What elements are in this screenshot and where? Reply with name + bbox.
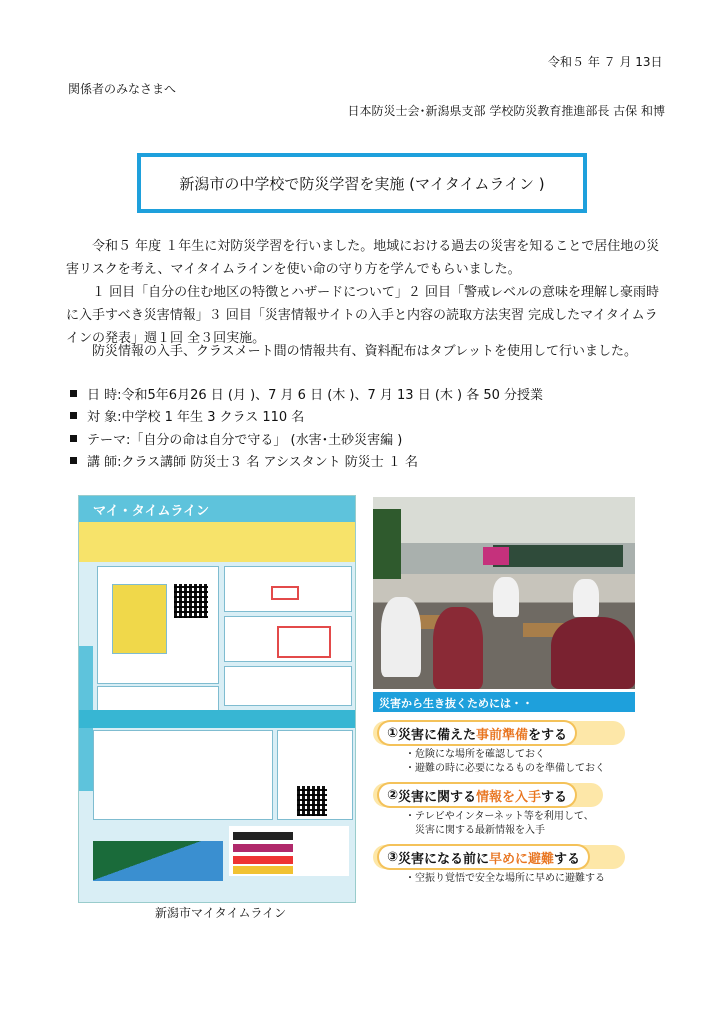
step-note: 災害に関する最新情報を入手: [405, 825, 545, 836]
step-note: ・テレビやインターネット等を利用して、: [405, 811, 594, 822]
timeline-poster-image: [78, 495, 356, 903]
bullet-icon: [70, 412, 77, 419]
poster-map-cover: [112, 584, 167, 654]
detail-label: 対 象: [87, 410, 118, 426]
poster-section-band: [79, 710, 355, 728]
poster-river-diagram: [93, 841, 223, 881]
step-3: [379, 846, 588, 868]
step-number: ①: [387, 725, 399, 741]
detail-item-datetime: [70, 382, 543, 405]
step-highlight: 事前準備: [476, 727, 529, 743]
classroom-photo: [373, 497, 635, 689]
detail-value: :中学校 1 年生 3 クラス 110 名: [117, 410, 305, 426]
display-screen: [483, 547, 509, 565]
paragraph-tablet: 防災情報の入手、クラスメート間の情報共有、資料配布はタブレットを使用して行いました。: [92, 344, 637, 359]
step-number: ②: [387, 787, 399, 803]
survival-steps-panel: [373, 692, 635, 890]
poster-water-levels: [229, 826, 349, 876]
poster-input-box: [271, 586, 299, 600]
level-bar: [233, 856, 293, 864]
detail-value: :令和5年6月26 日 (月 )、7 月 6 日 (木 )、7 月 13 日 (木 ) 各 50 分授業: [117, 387, 544, 403]
step-text: 災害になる前に: [398, 851, 490, 867]
detail-label: 日 時: [87, 387, 118, 403]
document-title: 新潟市の中学校で防災学習を実施 (マイタイムライン ): [179, 174, 545, 193]
step-text: する: [541, 789, 568, 805]
poster-input-box: [277, 626, 331, 658]
student: [381, 597, 421, 677]
level-bar: [233, 866, 293, 874]
detail-label: 講 師: [87, 455, 118, 471]
step-note: ・危険にな場所を確認しておく: [405, 749, 545, 760]
details-list: [70, 382, 543, 472]
step-2: [379, 784, 575, 806]
detail-item-instructor: [70, 450, 543, 473]
student: [573, 579, 599, 617]
step-highlight: 情報を入手: [476, 789, 542, 805]
paragraph-intro: 令和５ 年度 １年生に対防災学習を行いました。地域における過去の災害を知ることで居住地の災害リスクを考え、マイタイムラインを使い命の守り方を学んでもらいました。: [66, 239, 660, 277]
bullet-icon: [70, 390, 77, 397]
step-number: ③: [387, 849, 399, 865]
level-bar: [233, 844, 293, 852]
detail-label: テーマ: [87, 432, 127, 448]
step-1: [379, 722, 575, 744]
step-text: をする: [528, 727, 568, 743]
poster-checklist: [93, 730, 273, 820]
qr-code-icon: [174, 584, 208, 618]
blackboard: [493, 545, 623, 567]
detail-item-theme: [70, 427, 543, 450]
poster-caption: 新潟市マイタイムライン: [155, 906, 287, 920]
step-note: ・空振り覚悟で安全な場所に早めに避難する: [405, 873, 605, 884]
poster-title: マイ・タイムライン: [93, 504, 210, 519]
panel-heading: 災害から生き抜くためには・・: [379, 697, 533, 710]
step-text: 災害に備えた: [398, 727, 477, 743]
step-highlight: 早めに避難: [489, 851, 555, 867]
document-date: 令和５ 年 ７ 月 13日: [548, 55, 663, 69]
detail-value: :クラス講師 防災士３ 名 アシスタント 防災士 １ 名: [117, 455, 419, 471]
qr-code-icon: [297, 786, 327, 816]
window: [373, 509, 401, 579]
student: [433, 607, 483, 689]
student: [493, 577, 519, 617]
step-note: ・避難の時に必要になるものを準備しておく: [405, 763, 605, 774]
detail-item-target: [70, 405, 543, 428]
step-text: 災害に関する: [398, 789, 477, 805]
poster-intro-area: [79, 522, 356, 562]
title-box: [137, 153, 587, 213]
detail-value: :「自分の命は自分で守る」 (水害･土砂災害編 ): [126, 432, 403, 448]
bullet-icon: [70, 435, 77, 442]
level-bar: [233, 832, 293, 840]
bullet-icon: [70, 457, 77, 464]
addressee: 関係者のみなさまへ: [68, 82, 177, 96]
poster-question-3: [224, 666, 352, 706]
paragraph-sessions: １ 回目「自分の住む地区の特徴とハザードについて」２ 回目「警戒レベルの意味を理解し豪雨時に入手すべき災害情報」３ 回目「災害情報サイトの入手と内容の読取方法実習 完成したマイタイムラインの発表」週１回 全３回実施。: [66, 285, 660, 346]
student: [551, 617, 635, 689]
sender: 日本防災士会･新潟県支部 学校防災教育推進部長 古保 和博: [347, 104, 665, 118]
step-text: する: [554, 851, 581, 867]
